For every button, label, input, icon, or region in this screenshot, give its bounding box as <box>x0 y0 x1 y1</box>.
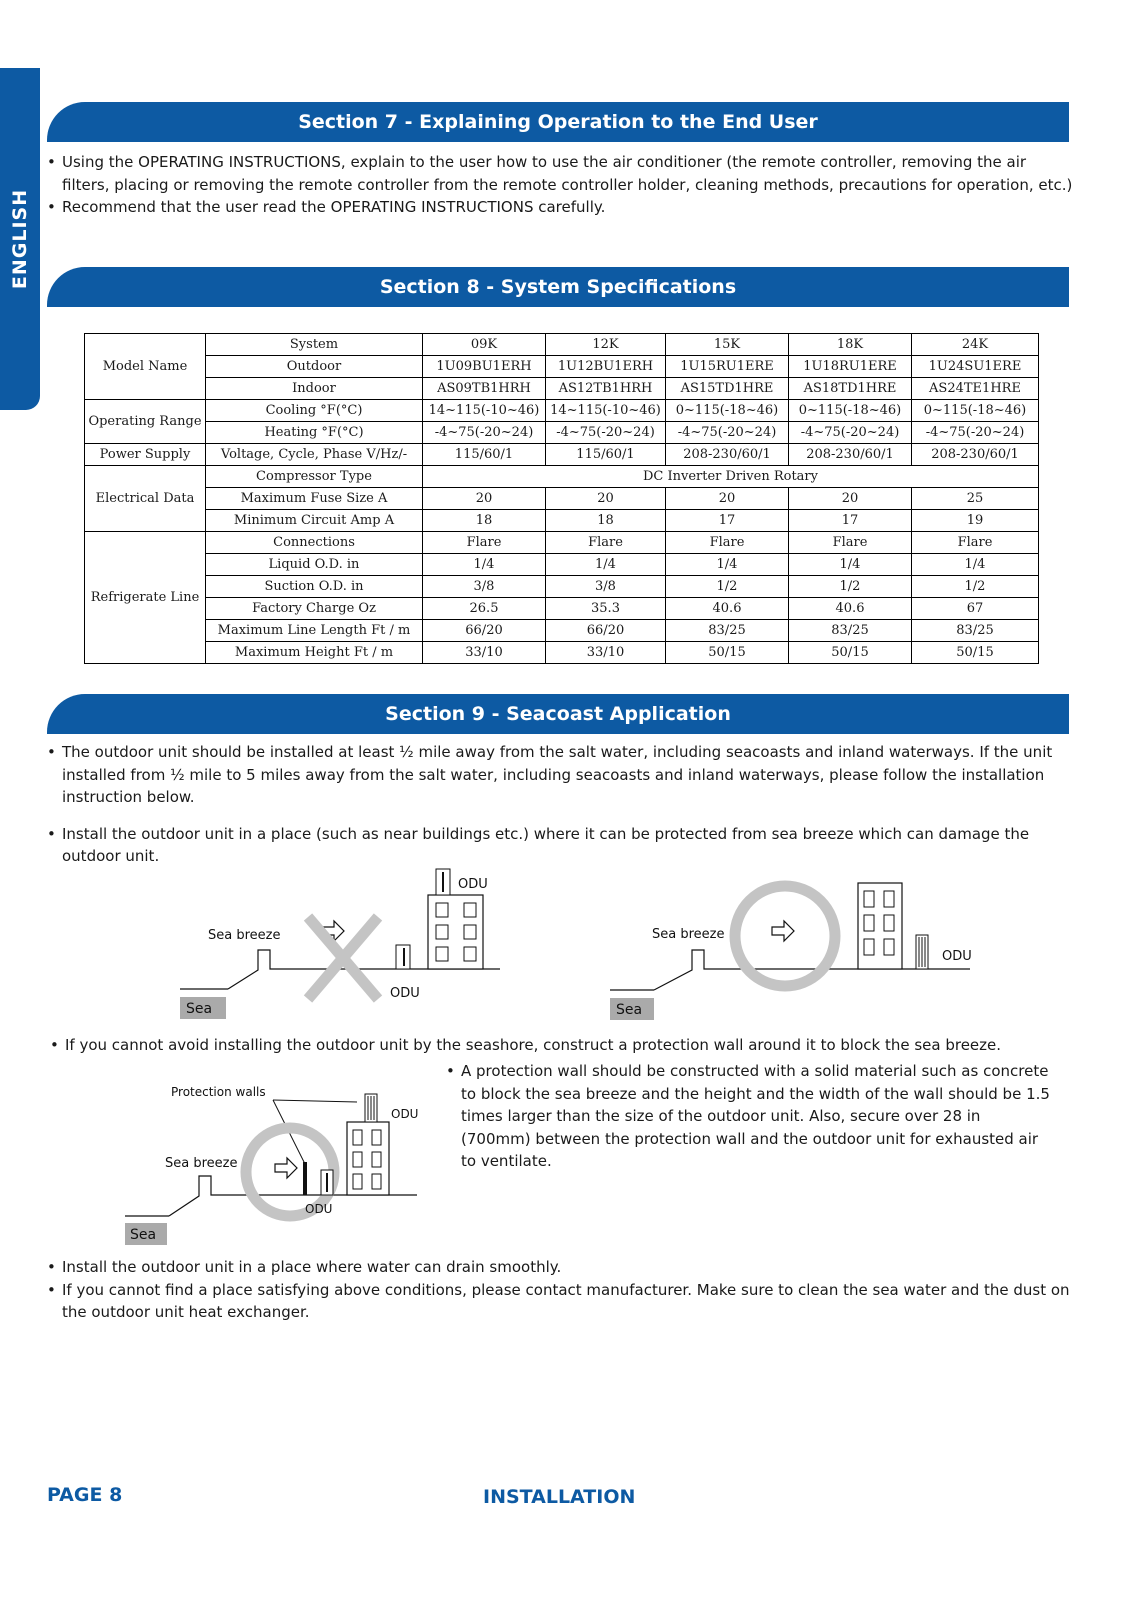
table-cell: Cooling °F(°C) <box>206 400 423 422</box>
refrigerate-line-label: Refrigerate Line <box>85 532 206 664</box>
table-row <box>85 356 1039 378</box>
table-cell: -4~75(-20~24) <box>423 422 546 444</box>
language-tab <box>0 68 40 410</box>
building-icon <box>858 883 902 969</box>
table-cell: Flare <box>912 532 1039 554</box>
sea-breeze-label: Sea breeze <box>165 1156 238 1171</box>
table-cell: 24K <box>912 334 1039 356</box>
table-row <box>85 400 1039 422</box>
table-cell: 208-230/60/1 <box>666 444 789 466</box>
language-tab-label: ENGLISH <box>9 188 31 290</box>
table-cell: 20 <box>546 488 666 510</box>
table-cell: -4~75(-20~24) <box>546 422 666 444</box>
table-cell: 83/25 <box>912 620 1039 642</box>
table-cell: AS12TB1HRH <box>546 378 666 400</box>
table-row <box>85 532 1039 554</box>
section-7-bullets <box>47 151 1077 219</box>
table-cell: 17 <box>666 510 789 532</box>
odu-label: ODU <box>305 1202 333 1216</box>
sea-label: Sea <box>130 1227 157 1243</box>
odu-label: ODU <box>390 986 420 1001</box>
section-9-bullets-top <box>47 741 1077 868</box>
table-cell: -4~75(-20~24) <box>666 422 789 444</box>
table-row <box>85 554 1039 576</box>
table-cell: 20 <box>666 488 789 510</box>
table-cell: Maximum Height Ft / m <box>206 642 423 664</box>
section-9-bullet-2: • Install the outdoor unit in a place (such as near buildings etc.) where it can be protected from sea breeze which can damage the outdoor unit. <box>47 823 1077 868</box>
table-cell: 20 <box>423 488 546 510</box>
table-cell: 09K <box>423 334 546 356</box>
section-7-bullet-2: • Recommend that the user read the OPERATING INSTRUCTIONS carefully. <box>47 196 1077 219</box>
power-supply-label: Power Supply <box>85 444 206 466</box>
section-7-bullet-1: • Using the OPERATING INSTRUCTIONS, explain to the user how to use the air conditioner (the remote controller, removing the air filters, placing or removing the remote controller from the remote controller holder, cleaning methods, precautions for operation, etc.) <box>47 151 1077 196</box>
table-row <box>85 642 1039 664</box>
table-cell: Flare <box>666 532 789 554</box>
table-cell: Voltage, Cycle, Phase V/Hz/- <box>206 444 423 466</box>
odu-label: ODU <box>391 1107 419 1121</box>
table-cell: 66/20 <box>423 620 546 642</box>
table-cell: Liquid O.D. in <box>206 554 423 576</box>
table-cell: Flare <box>546 532 666 554</box>
table-cell: 20 <box>789 488 912 510</box>
breeze-arrow-icon <box>275 1158 297 1178</box>
table-cell: 33/10 <box>423 642 546 664</box>
table-cell: 35.3 <box>546 598 666 620</box>
table-cell: 1U18RU1ERE <box>789 356 912 378</box>
table-cell: Factory Charge Oz <box>206 598 423 620</box>
section-9-bullet-3: • If you cannot avoid installing the outdoor unit by the seashore, construct a protection wall around it to block the sea breeze. <box>50 1034 1080 1057</box>
sea-breeze-label: Sea breeze <box>652 927 725 942</box>
table-cell: 115/60/1 <box>546 444 666 466</box>
sea-breeze-label: Sea breeze <box>208 928 281 943</box>
table-cell: 0~115(-18~46) <box>666 400 789 422</box>
section-9-bullet-4-wrap <box>446 1060 1052 1173</box>
table-cell: 1U09BU1ERH <box>423 356 546 378</box>
table-cell: 1/4 <box>546 554 666 576</box>
table-cell: AS18TD1HRE <box>789 378 912 400</box>
odu-label: ODU <box>458 877 488 892</box>
table-cell: Compressor Type <box>206 466 423 488</box>
table-cell: 1U15RU1ERE <box>666 356 789 378</box>
table-cell: 50/15 <box>666 642 789 664</box>
table-cell: Minimum Circuit Amp A <box>206 510 423 532</box>
table-cell: 1U12BU1ERH <box>546 356 666 378</box>
table-row <box>85 576 1039 598</box>
table-cell: -4~75(-20~24) <box>789 422 912 444</box>
table-cell: 19 <box>912 510 1039 532</box>
section-9-bullet-1: • The outdoor unit should be installed at least ½ mile away from the salt water, including seacoasts and inland waterways. If the unit installed from ½ mile to 5 miles away from the salt water, including seacoasts and inland waterways, please follow the installation instruction below. <box>47 741 1077 809</box>
table-cell: 14~115(-10~46) <box>546 400 666 422</box>
table-row <box>85 334 1039 356</box>
table-cell: 1/2 <box>912 576 1039 598</box>
diagram-correct-placement <box>610 865 980 1025</box>
table-cell: 1U24SU1ERE <box>912 356 1039 378</box>
section-9-bullets-bottom <box>47 1256 1077 1324</box>
specifications-table <box>84 333 1039 664</box>
protection-walls-label: Protection walls <box>171 1085 266 1099</box>
diagram-protection-walls <box>125 1080 430 1250</box>
table-row <box>85 488 1039 510</box>
sea-label: Sea <box>186 1001 213 1017</box>
table-cell: 1/4 <box>789 554 912 576</box>
table-cell: -4~75(-20~24) <box>912 422 1039 444</box>
section-9-bullet-4: • A protection wall should be constructed with a solid material such as concrete to block the sea breeze and the height and the width of the wall should be 1.5 times larger than the size of the outdoor unit. Also, secure over 28 in (700mm) between the protection wall and the outdoor unit for exhausted air to ventilate. <box>446 1060 1052 1173</box>
table-row <box>85 598 1039 620</box>
table-cell: 208-230/60/1 <box>912 444 1039 466</box>
table-cell: Heating °F(°C) <box>206 422 423 444</box>
section-7-header <box>47 102 1069 142</box>
table-row <box>85 444 1039 466</box>
footer-section-name: INSTALLATION <box>483 1486 636 1508</box>
diagram-wrong-placement <box>180 865 510 1025</box>
table-cell: 83/25 <box>789 620 912 642</box>
table-cell: 3/8 <box>546 576 666 598</box>
table-cell: 40.6 <box>789 598 912 620</box>
table-cell: 1/2 <box>666 576 789 598</box>
section-9-header <box>47 694 1069 734</box>
operating-range-label: Operating Range <box>85 400 206 444</box>
table-row <box>85 422 1039 444</box>
table-cell: 17 <box>789 510 912 532</box>
table-cell: 40.6 <box>666 598 789 620</box>
table-cell: 1/4 <box>666 554 789 576</box>
table-cell: Flare <box>789 532 912 554</box>
table-cell: 3/8 <box>423 576 546 598</box>
table-cell: Maximum Line Length Ft / m <box>206 620 423 642</box>
table-cell: Connections <box>206 532 423 554</box>
protection-wall-icon <box>303 1162 307 1195</box>
electrical-data-label: Electrical Data <box>85 466 206 532</box>
table-cell: 18K <box>789 334 912 356</box>
breeze-arrow-icon <box>772 921 794 941</box>
table-cell: AS15TD1HRE <box>666 378 789 400</box>
table-row <box>85 510 1039 532</box>
table-cell: DC Inverter Driven Rotary <box>423 466 1039 488</box>
table-cell: 0~115(-18~46) <box>789 400 912 422</box>
table-cell: 1/2 <box>789 576 912 598</box>
section-9-title: Section 9 - Seacoast Application <box>385 703 731 725</box>
table-cell: System <box>206 334 423 356</box>
table-cell: Outdoor <box>206 356 423 378</box>
table-cell: 14~115(-10~46) <box>423 400 546 422</box>
table-cell: 15K <box>666 334 789 356</box>
table-cell: 67 <box>912 598 1039 620</box>
section-9-bullet-6: • If you cannot find a place satisfying above conditions, please contact manufacturer. Make sure to clean the sea water and the dust on the outdoor unit heat exchanger. <box>47 1279 1077 1324</box>
table-cell: Flare <box>423 532 546 554</box>
table-cell: 12K <box>546 334 666 356</box>
table-cell: 115/60/1 <box>423 444 546 466</box>
section-9-bullet-3-wrap <box>50 1034 1080 1057</box>
table-cell: 83/25 <box>666 620 789 642</box>
table-cell: Suction O.D. in <box>206 576 423 598</box>
table-cell: Indoor <box>206 378 423 400</box>
table-cell: AS09TB1HRH <box>423 378 546 400</box>
table-row <box>85 466 1039 488</box>
table-cell: 50/15 <box>912 642 1039 664</box>
table-cell: 1/4 <box>912 554 1039 576</box>
table-cell: 1/4 <box>423 554 546 576</box>
leader-line <box>273 1100 357 1102</box>
table-row <box>85 378 1039 400</box>
section-9-bullet-5: • Install the outdoor unit in a place where water can drain smoothly. <box>47 1256 1077 1279</box>
section-7-title: Section 7 - Explaining Operation to the End User <box>298 111 818 133</box>
table-cell: 66/20 <box>546 620 666 642</box>
table-cell: 18 <box>546 510 666 532</box>
table-cell: 50/15 <box>789 642 912 664</box>
section-8-title: Section 8 - System Specifications <box>379 276 737 298</box>
model-name-label: Model Name <box>85 334 206 400</box>
sea-label: Sea <box>616 1002 643 1018</box>
table-cell: 0~115(-18~46) <box>912 400 1039 422</box>
table-cell: 208-230/60/1 <box>789 444 912 466</box>
table-cell: Maximum Fuse Size A <box>206 488 423 510</box>
table-cell: 33/10 <box>546 642 666 664</box>
odu-label: ODU <box>942 949 972 964</box>
table-cell: 18 <box>423 510 546 532</box>
table-cell: AS24TE1HRE <box>912 378 1039 400</box>
table-cell: 25 <box>912 488 1039 510</box>
table-row <box>85 620 1039 642</box>
section-8-header <box>47 267 1069 307</box>
table-cell: 26.5 <box>423 598 546 620</box>
page-number: PAGE 8 <box>47 1484 123 1506</box>
